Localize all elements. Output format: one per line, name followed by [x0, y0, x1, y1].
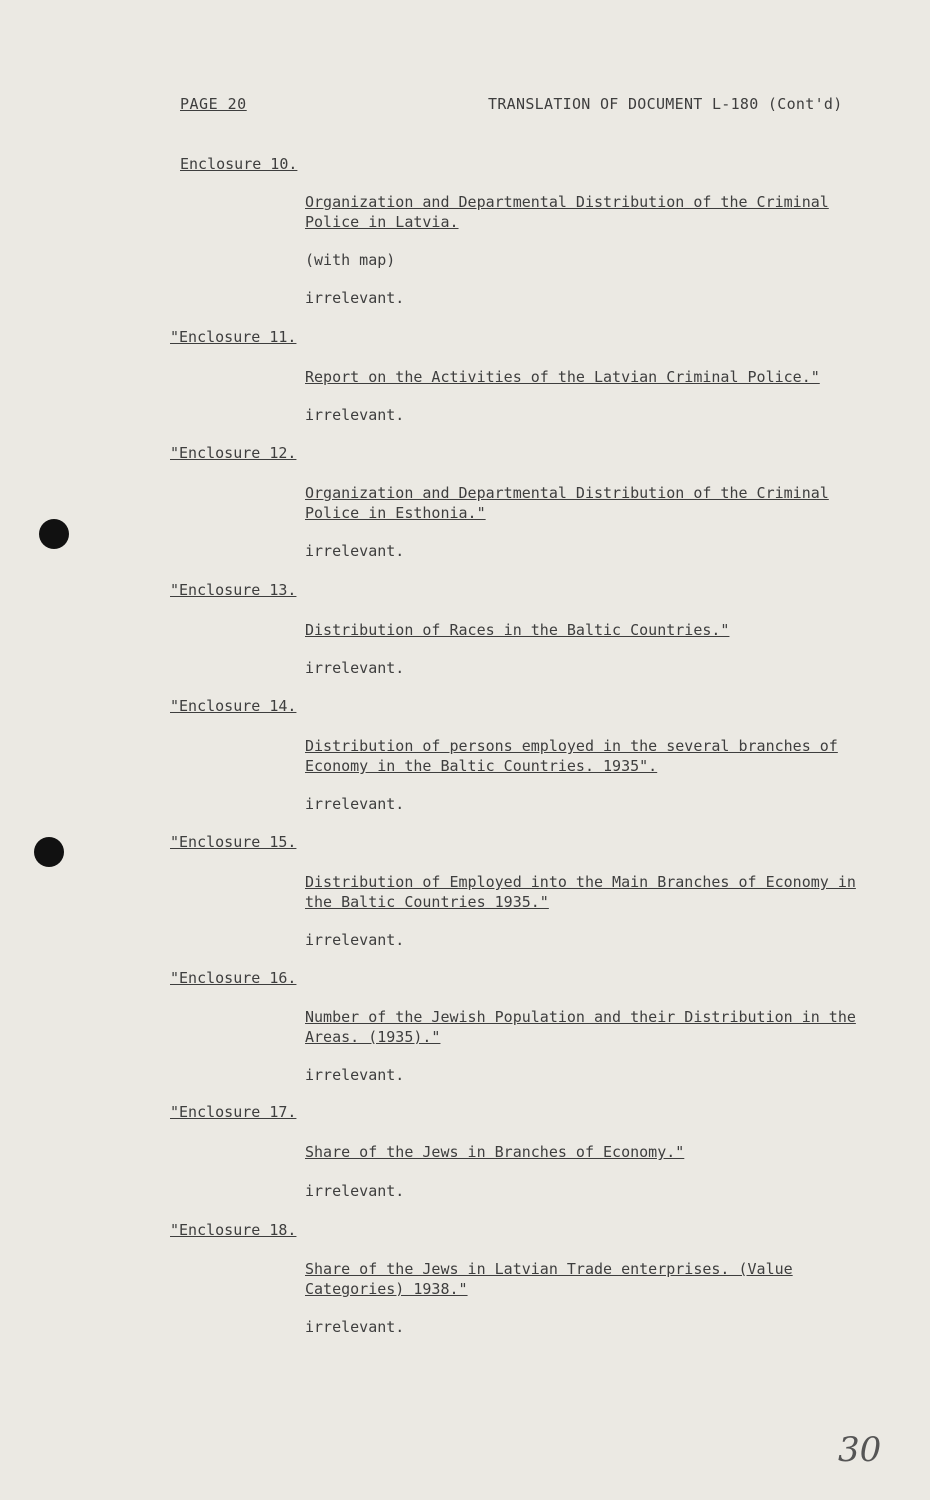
enclosure-label: "Enclosure 17. — [170, 1103, 297, 1121]
punch-hole — [34, 837, 64, 867]
enclosure-verdict: irrelevant. — [305, 1318, 405, 1336]
enclosure-label: Enclosure 10. — [180, 155, 298, 173]
enclosure-title: Share of the Jews in Latvian Trade enterprises. (Value Categories) 1938." — [305, 1260, 793, 1298]
punch-hole — [39, 519, 69, 549]
enclosure-title: Share of the Jews in Branches of Economy." — [305, 1143, 685, 1161]
enclosure-title: Distribution of Races in the Baltic Countries." — [305, 621, 730, 639]
enclosure-label: "Enclosure 18. — [170, 1221, 297, 1239]
enclosure-title: Organization and Departmental Distribution of the Criminal Police in Esthonia." — [305, 484, 829, 522]
handwritten-page-number: 30 — [838, 1430, 882, 1470]
enclosure-label: "Enclosure 12. — [170, 444, 297, 462]
enclosure-verdict: irrelevant. — [305, 795, 405, 813]
enclosure-label: "Enclosure 13. — [170, 581, 297, 599]
enclosure-verdict: irrelevant. — [305, 1182, 405, 1200]
enclosure-label: "Enclosure 15. — [170, 833, 297, 851]
enclosure-title: Distribution of Employed into the Main Branches of Economy in the Baltic Countries 1935." — [305, 873, 856, 911]
enclosure-verdict: irrelevant. — [305, 659, 405, 677]
enclosure-title: Report on the Activities of the Latvian Criminal Police." — [305, 368, 820, 386]
enclosure-verdict: irrelevant. — [305, 1066, 405, 1084]
enclosure-title: Number of the Jewish Population and their Distribution in the Areas. (1935)." — [305, 1008, 856, 1046]
page-label: PAGE 20 — [180, 95, 247, 113]
enclosure-label: "Enclosure 14. — [170, 697, 297, 715]
enclosure-note: (with map) — [305, 251, 396, 269]
enclosure-verdict: irrelevant. — [305, 406, 405, 424]
enclosure-label: "Enclosure 11. — [170, 328, 297, 346]
enclosure-title: Organization and Departmental Distribution of the Criminal Police in Latvia. — [305, 193, 829, 231]
document-title: TRANSLATION OF DOCUMENT L-180 (Cont'd) — [488, 95, 843, 113]
enclosure-title: Distribution of persons employed in the several branches of Economy in the Baltic Countries. 1935". — [305, 737, 838, 775]
enclosure-label: "Enclosure 16. — [170, 969, 297, 987]
enclosure-verdict: irrelevant. — [305, 542, 405, 560]
enclosure-verdict: irrelevant. — [305, 289, 405, 307]
enclosure-verdict: irrelevant. — [305, 931, 405, 949]
